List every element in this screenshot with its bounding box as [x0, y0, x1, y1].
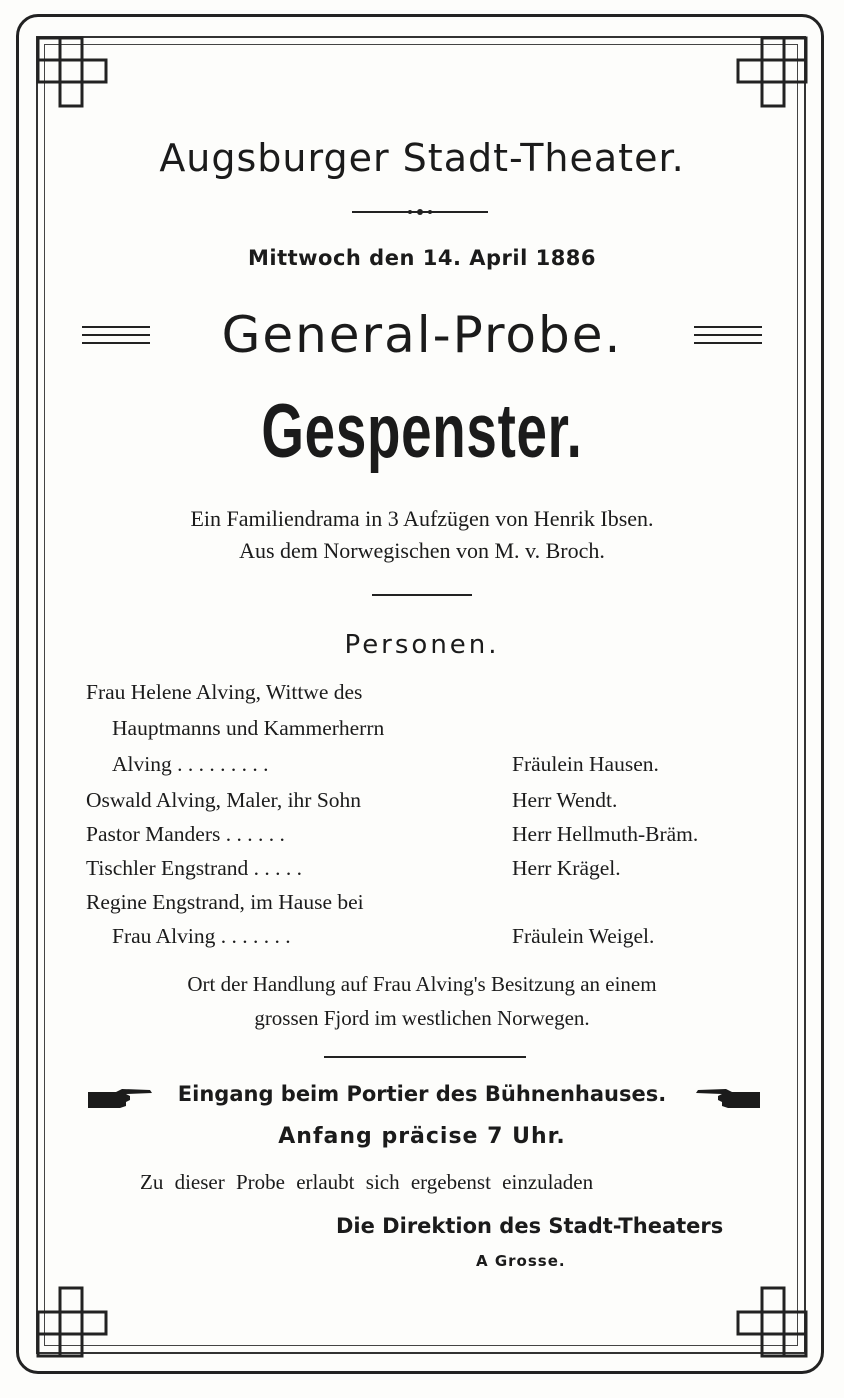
cast-actor: Fräulein Weigel.: [512, 924, 655, 948]
divider: [372, 594, 472, 596]
cast-role: Tischler Engstrand . . . . .: [86, 856, 302, 880]
pointing-hand-left-icon: [694, 1086, 762, 1112]
cast-actor: Herr Wendt.: [512, 788, 618, 812]
invitation: Zu dieser Probe erlaubt sich ergebenst einzuladen: [140, 1170, 594, 1194]
cast-role: Alving . . . . . . . . .: [112, 752, 269, 776]
ornamental-divider: [350, 206, 490, 218]
cast-role: Frau Alving . . . . . . .: [112, 924, 291, 948]
signature-name: A Grosse.: [476, 1252, 566, 1270]
setting-line-2: grossen Fjord im westlichen Norwegen.: [254, 1006, 590, 1030]
divider: [324, 1056, 526, 1058]
cast-actor: Herr Hellmuth-Bräm.: [512, 822, 699, 846]
cast-heading: Personen.: [344, 630, 500, 660]
cast-actor: Herr Krägel.: [512, 856, 621, 880]
cast-role: Pastor Manders . . . . . .: [86, 822, 285, 846]
decorative-lines-right: [694, 326, 762, 352]
setting-line-1: Ort der Handlung auf Frau Alving's Besitzung an einem: [187, 972, 657, 996]
cast-role: Frau Helene Alving, Wittwe des: [86, 680, 363, 704]
corner-ornament-icon: [730, 34, 810, 114]
performance-date: Mittwoch den 14. April 1886: [247, 246, 597, 270]
subtitle-line-1: Ein Familiendrama in 3 Aufzügen von Henrik Ibsen.: [190, 506, 654, 531]
corner-ornament-icon: [34, 1280, 114, 1360]
cast-role: Oswald Alving, Maler, ihr Sohn: [86, 788, 362, 812]
event-title: General-Probe.: [221, 306, 623, 364]
cast-actor: Fräulein Hausen.: [512, 752, 659, 776]
entrance-note: Eingang beim Portier des Bühnenhauses.: [177, 1082, 667, 1106]
cast-role: Hauptmanns und Kammerherrn: [112, 716, 385, 740]
cast-role: Regine Engstrand, im Hause bei: [86, 890, 364, 914]
corner-ornament-icon: [34, 34, 114, 114]
theater-title: Augsburger Stadt-Theater.: [159, 136, 685, 180]
subtitle-line-2: Aus dem Norwegischen von M. v. Broch.: [239, 538, 605, 563]
play-title: Gespenster.: [261, 389, 583, 474]
start-time: Anfang präcise 7 Uhr.: [278, 1124, 566, 1149]
signature-organization: Die Direktion des Stadt-Theaters: [336, 1214, 724, 1238]
corner-ornament-icon: [730, 1280, 810, 1360]
